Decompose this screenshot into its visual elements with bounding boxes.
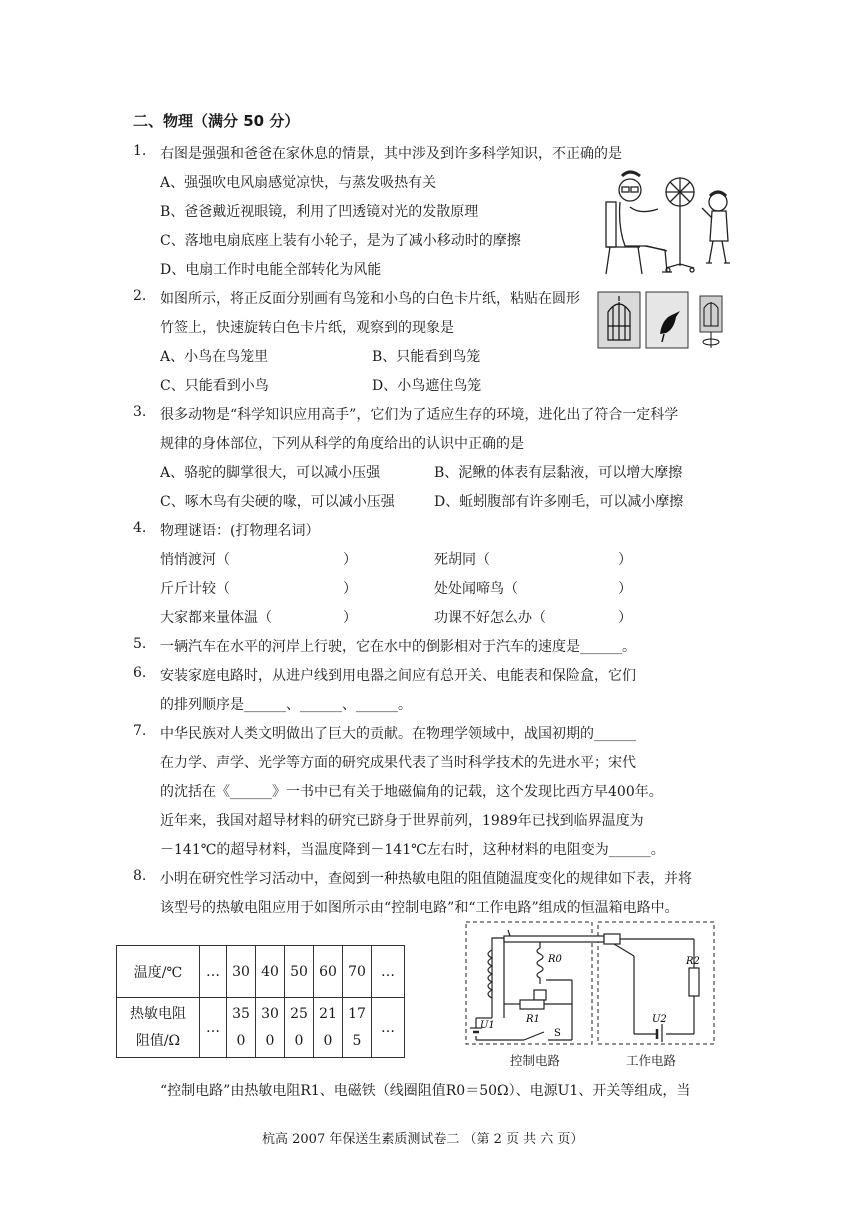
label-u2: U2 [652,1014,667,1025]
thermistor-table [116,945,405,1058]
caption-control-circuit: 控制电路 [510,1053,561,1068]
table-cell-temp: 70 [343,946,372,998]
q2-option-b: B、只能看到鸟笼 [372,349,481,365]
q4-number: 4. [133,520,147,536]
q1-option-d: D、电扇工作时电能全部转化为风能 [160,262,382,278]
table-cell-ellipsis: … [200,998,227,1058]
q6-number: 6. [133,665,147,681]
q7-line3: 的沈括在《______》一书中已有关于地磁偏角的记载，这个发现比西方早400年。 [160,784,663,800]
q5-number: 5. [133,636,147,652]
q2-option-d: D、小鸟遮住鸟笼 [372,378,482,394]
q6-stem-line2: 的排列顺序是______、______、______。 [160,697,412,713]
thermostat-circuit-diagram [464,920,720,1050]
q2-stem-line2: 竹签上，快速旋转白色卡片纸，观察到的现象是 [160,320,454,336]
q3-option-a: A、骆驼的脚掌很大，可以减小压强 [160,465,381,481]
table-cell-res-bot: 5 [352,1032,362,1049]
q3-option-d: D、蚯蚓腹部有许多刚毛，可以减小摩擦 [434,494,684,510]
table-header-res-1: 热敏电阻 [130,1005,186,1022]
table-cell-res-top: 17 [348,1005,366,1022]
table-cell-res-top: 21 [319,1005,337,1022]
table-cell-ellipsis: … [200,946,227,998]
q1-stem: 右图是强强和爸爸在家休息的情景，其中涉及到许多科学知识，不正确的是 [160,146,622,162]
q4-riddle-6-close: ） [618,610,632,626]
q6-stem-line1: 安装家庭电路时，从进户线到用电器之间应有总开关、电能表和保险盒，它们 [160,668,636,684]
q4-riddle-3: 斤斤计较（ [160,581,230,597]
q1-option-c: C、落地电扇底座上装有小轮子，是为了减小移动时的摩擦 [160,233,521,249]
q2-stem-line1: 如图所示，将正反面分别画有鸟笼和小鸟的白色卡片纸，粘贴在圆形 [160,291,580,307]
table-cell-temp: 40 [256,946,285,998]
q2-option-c: C、只能看到小鸟 [160,378,269,394]
q4-riddle-5-close: ） [343,610,357,626]
table-cell-res-bot: 0 [323,1032,333,1049]
q1-number: 1. [133,143,147,159]
q4-riddle-4: 处处闻啼鸟（ [434,581,518,597]
q8-number: 8. [133,868,147,884]
table-cell-ellipsis: … [372,998,405,1058]
q2-option-a: A、小鸟在鸟笼里 [160,349,269,365]
q2-illustration [596,290,732,352]
label-u1: U1 [480,1020,495,1031]
q7-line5: －141℃的超导材料，当温度降到－141℃左右时，这种材料的电阻变为______。 [160,842,665,858]
q5-stem: 一辆汽车在水平的河岸上行驶，它在水中的倒影相对于汽车的速度是______。 [160,639,636,655]
q1-option-a: A、强强吹电风扇感觉凉快，与蒸发吸热有关 [160,175,437,191]
q8-stem-line2: 该型号的热敏电阻应用于如图所示由“控制电路”和“工作电路”组成的恒温箱电路中。 [160,900,679,916]
q3-option-b: B、泥鳅的体表有层黏液，可以增大摩擦 [434,465,683,481]
table-cell-res-top: 25 [290,1005,308,1022]
q4-riddle-2-close: ） [618,552,632,568]
q3-number: 3. [133,404,147,420]
q4-riddle-4-close: ） [618,581,632,597]
q3-stem-line1: 很多动物是“科学知识应用高手”，它们为了适应生存的环境，进化出了符合一定科学 [160,407,679,423]
table-cell-temp: 30 [227,946,256,998]
q8-continuation: “控制电路”由热敏电阻R1、电磁铁（线圈阻值R0＝50Ω）、电源U1、开关等组成，当 [160,1083,691,1099]
q4-riddle-1-close: ） [343,552,357,568]
page-footer: 杭高 2007 年保送生素质测试卷二 （第 2 页 共 六 页） [262,1132,584,1147]
table-cell-res-bot: 0 [294,1032,304,1049]
table-cell-res-top: 35 [232,1005,250,1022]
q8-stem-line1: 小明在研究性学习活动中，查阅到一种热敏电阻的阻值随温度变化的规律如下表，并将 [160,871,692,887]
label-r0: R0 [548,954,562,965]
caption-work-circuit: 工作电路 [626,1053,677,1068]
q7-line1: 中华民族对人类文明做出了巨大的贡献。在物理学领域中，战国初期的______ [160,726,636,742]
q4-riddle-6: 功课不好怎么办（ [434,610,546,626]
q4-riddle-3-close: ） [343,581,357,597]
q1-illustration [600,162,740,282]
table-cell-res-bot: 0 [265,1032,275,1049]
table-cell-ellipsis: … [372,946,405,998]
q3-stem-line2: 规律的身体部位，下列从科学的角度给出的认识中正确的是 [160,436,524,452]
q7-line2: 在力学、声学、光学等方面的研究成果代表了当时科学技术的先进水平；宋代 [160,755,636,771]
q7-number: 7. [133,723,147,739]
section-title: 二、物理（满分 50 分） [133,112,300,130]
q3-option-c: C、啄木鸟有尖硬的喙，可以减小压强 [160,494,395,510]
q4-riddle-1: 悄悄渡河（ [160,552,230,568]
q4-riddle-5: 大家都来量体温（ [160,610,272,626]
q1-option-b: B、爸爸戴近视眼镜，利用了凹透镜对光的发散原理 [160,204,479,220]
table-cell-res-bot: 0 [236,1032,246,1049]
q7-line4: 近年来，我国对超导材料的研究已跻身于世界前列，1989年已找到临界温度为 [160,813,644,829]
label-r2: R2 [686,956,700,967]
table-header-res-2: 阻值/Ω [135,1032,181,1049]
table-cell-temp: 50 [285,946,314,998]
table-cell-res-top: 30 [261,1005,279,1022]
q4-riddle-2: 死胡同（ [434,552,490,568]
table-cell-temp: 60 [314,946,343,998]
q2-number: 2. [133,288,147,304]
label-switch-s: S [554,1028,561,1039]
q4-stem: 物理谜语：(打物理名词） [160,523,320,539]
table-header-temp: 温度/℃ [117,946,200,998]
label-r1: R1 [526,1014,540,1025]
